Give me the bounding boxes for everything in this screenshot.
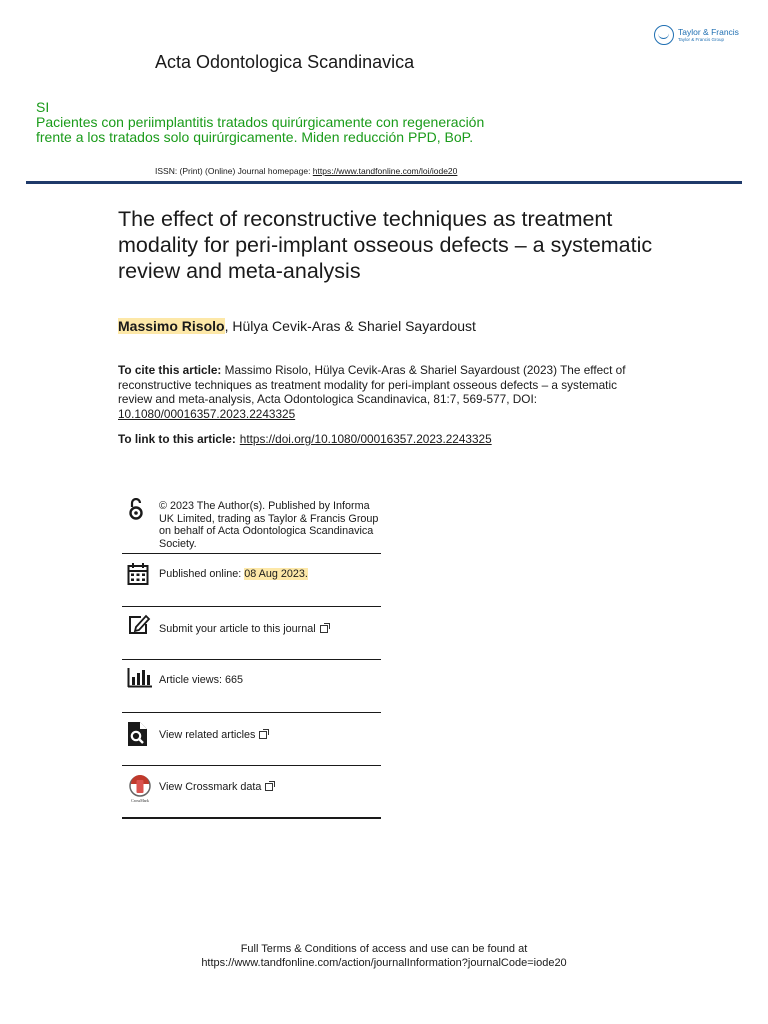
journal-homepage-link[interactable]: https://www.tandfonline.com/loi/iode20 bbox=[312, 166, 458, 176]
external-link-icon bbox=[265, 783, 273, 791]
submit-label: Submit your article to this journal bbox=[159, 623, 316, 635]
link-label: To link to this article: bbox=[118, 432, 236, 446]
cite-label: To cite this article: bbox=[118, 363, 222, 377]
issn-text: ISSN: (Print) (Online) Journal homepage: bbox=[155, 166, 313, 176]
submit-link[interactable] bbox=[159, 623, 328, 636]
crossmark-icon bbox=[127, 775, 153, 803]
annotation-line: frente a los tratados solo quirúrgicamente. Miden reducción PPD, BoP. bbox=[36, 129, 474, 145]
header-divider bbox=[26, 181, 742, 184]
related-link[interactable] bbox=[159, 729, 267, 742]
article-title: The effect of reconstructive techniques as treatment modality for peri-implant osseous defects – a systematic review and meta-analysis bbox=[118, 207, 653, 283]
published-date: 08 Aug 2023. bbox=[244, 568, 308, 580]
published-row bbox=[122, 554, 381, 607]
article-info-panel bbox=[122, 494, 381, 819]
author-first[interactable]: Massimo Risolo bbox=[118, 318, 225, 334]
publisher-group: Taylor & Francis Group bbox=[678, 36, 725, 42]
published-text bbox=[159, 568, 308, 581]
publisher-logo[interactable] bbox=[654, 22, 754, 48]
bar-chart-icon bbox=[127, 668, 153, 688]
author-others: , Hülya Cevik-Aras & Shariel Sayardoust bbox=[224, 318, 476, 334]
edit-icon bbox=[127, 614, 151, 636]
search-document-icon bbox=[127, 721, 149, 747]
footer-terms-link[interactable]: https://www.tandfonline.com/action/journalInformation?journalCode=iode20 bbox=[201, 957, 567, 969]
calendar-icon bbox=[127, 562, 149, 586]
publisher-name: Taylor & Francis bbox=[678, 27, 739, 37]
cite-doi-link[interactable]: 10.1080/00016357.2023.2243325 bbox=[118, 406, 296, 421]
annotation-line: Pacientes con periimplantitis tratados quirúrgicamente con regeneración bbox=[36, 114, 485, 130]
views-row bbox=[122, 660, 381, 713]
journal-name: Acta Odontologica Scandinavica bbox=[155, 52, 415, 72]
related-row[interactable] bbox=[122, 713, 381, 766]
annotation-line: SI bbox=[36, 99, 50, 115]
crossmark-label: View Crossmark data bbox=[159, 781, 262, 793]
crossmark-row[interactable] bbox=[122, 766, 381, 819]
related-label: View related articles bbox=[159, 729, 256, 741]
external-link-icon bbox=[320, 625, 328, 633]
author-list bbox=[118, 318, 476, 334]
citation-block bbox=[118, 363, 638, 421]
crossmark-link[interactable] bbox=[159, 781, 273, 794]
annotation-note bbox=[36, 100, 484, 145]
crossmark-badge-text: CrossMark bbox=[131, 798, 149, 803]
license-row bbox=[122, 494, 381, 554]
submit-row[interactable] bbox=[122, 607, 381, 660]
cite-text: Massimo Risolo, Hülya Cevik-Aras & Shariel Sayardoust (2023) The effect of reconstructive techniques as treatment modality for peri-implant osseous defects – a systematic review and meta-analysis, Acta Odontologica Scandinavica, 81:7, 569-577, DOI: bbox=[118, 363, 626, 406]
article-doi-link[interactable]: https://doi.org/10.1080/00016357.2023.2243325 bbox=[239, 432, 492, 446]
publisher-logo-icon bbox=[654, 25, 674, 45]
published-label: Published online: bbox=[159, 568, 245, 580]
license-text: © 2023 The Author(s). Published by Informa UK Limited, trading as Taylor & Francis Group on behalf of Acta Odontologica Scandinavica Society. bbox=[159, 500, 379, 550]
issn-line bbox=[155, 166, 457, 176]
article-link-line bbox=[118, 432, 492, 446]
external-link-icon bbox=[259, 731, 267, 739]
views-text: Article views: 665 bbox=[159, 674, 244, 686]
footer-terms: Full Terms & Conditions of access and use can be found at bbox=[240, 943, 528, 955]
open-access-icon bbox=[127, 498, 145, 520]
footer bbox=[0, 942, 768, 970]
